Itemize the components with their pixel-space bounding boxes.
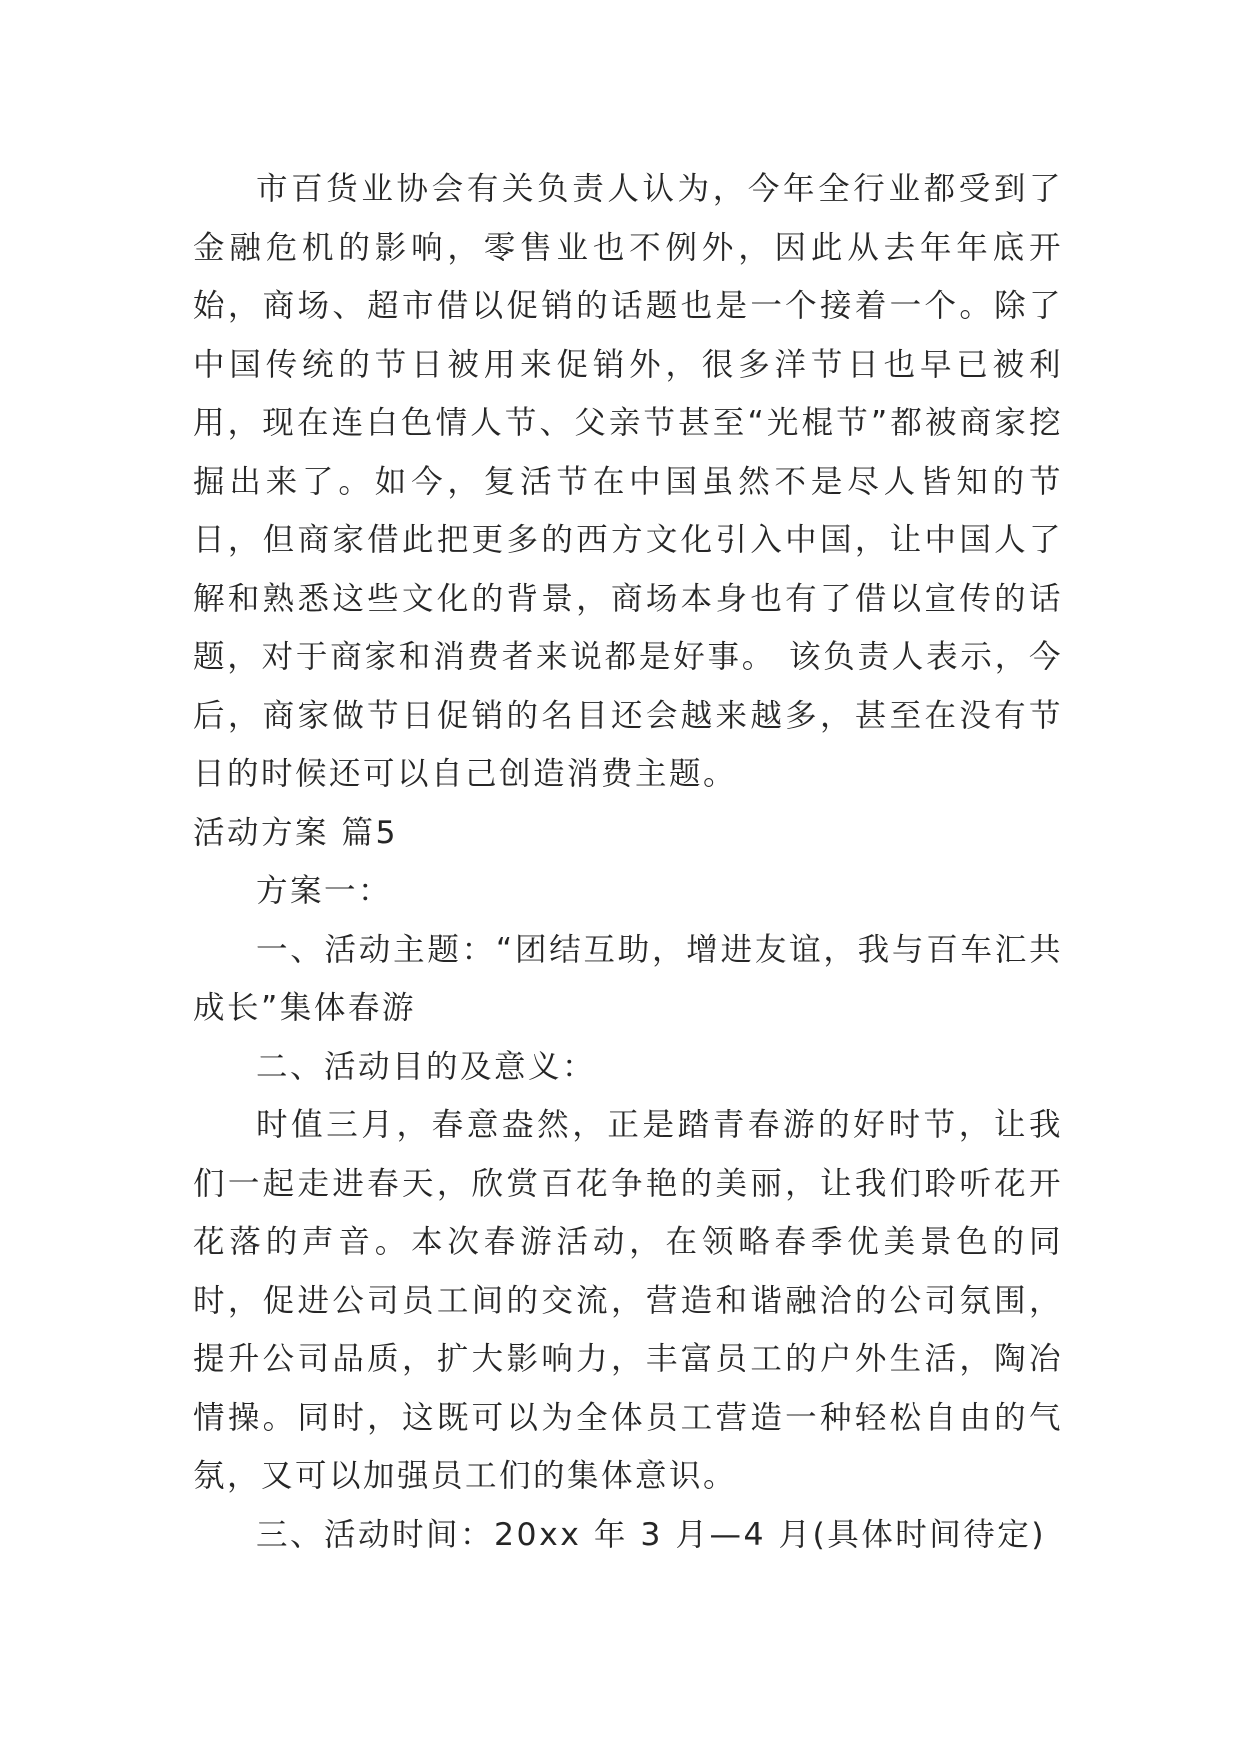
activity-theme: 一、活动主题：“团结互助，增进友谊，我与百车汇共成长”集体春游 xyxy=(193,931,1063,1026)
paragraph-promotion-summary: 市百货业协会有关负责人认为，今年全行业都受到了金融危机的影响，零售业也不例外，因此从去年年底开始，商场、超市借以促销的话题也是一个接着一个。除了中国传统的节日被用来促销外，很多洋节日也早已被利用，现在连白色情人节、父亲节甚至“光棍节”都被商家挖掘出来了。如今，复活节在中国虽然不是尽人皆知的节日，但商家借此把更多的西方文化引入中国，让中国人了解和熟悉这些文化的背景，商场本身也有了借以宣传的话题，对于商家和消费者来说都是好事。 该负责人表示，今后，商家做节日促销的名目还会越来越多，甚至在没有节日的时候还可以自己创造消费主题。 xyxy=(193,171,1063,792)
activity-purpose-text: 时值三月，春意盎然，正是踏青春游的好时节，让我们一起走进春天，欣赏百花争艳的美丽，让我们聆听花开花落的声音。本次春游活动，在领略春季优美景色的同时，促进公司员工间的交流，营造和谐融洽的公司氛围，提升公司品质，扩大影响力，丰富员工的户外生活，陶冶情操。同时，这既可以为全体员工营造一种轻松自由的气氛，又可以加强员工们的集体意识。 xyxy=(193,1107,1063,1494)
document-body xyxy=(193,160,1063,1564)
activity-purpose-heading: 二、活动目的及意义： xyxy=(256,1048,597,1085)
plan-one-title: 方案一： xyxy=(256,873,393,909)
activity-time: 三、活动时间：20xx 年 3 月—4 月(具体时间待定) xyxy=(256,1516,1047,1553)
section-heading-plan-5: 活动方案 篇5 xyxy=(193,814,399,851)
